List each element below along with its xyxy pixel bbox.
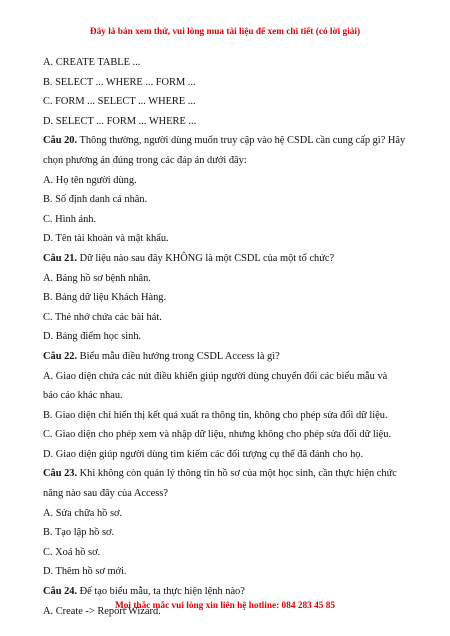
question-content [43,53,415,621]
question-text: Khi không còn quản lý thông tin hồ sơ của một học sinh, cần thực hiện chức năng nào sau đây của Access? [43,468,397,500]
hotline-notice: Mọi thắc mắc vui lòng xin liên hệ hotline: 084 283 45 85 [114,601,336,611]
option-line: D. Tên tài khoản và mật khẩu. [43,233,169,245]
question-text: Để tạo biểu mẫu, ta thực hiện lệnh nào? [77,586,245,598]
option-line: C. Giao diện cho phép xem và nhập dữ liệu, nhưng không cho phép sửa đổi dữ liệu. [43,429,392,441]
option-line: D. Thêm hồ sơ mới. [43,566,127,578]
option-line: D. SELECT ... FORM ... WHERE ... [43,115,197,127]
question-text: Thông thường, người dùng muốn truy cập vào hệ CSDL cần cung cấp gì? Hãy chọn phương án đúng trong các đáp án dưới đây: [43,135,406,166]
question-number: Câu 23. [43,468,78,480]
question-text: Dữ liệu nào sau đây KHÔNG là một CSDL của một tổ chức? [77,252,335,264]
option-line: C. Hình ảnh. [43,213,97,225]
option-line: D. Bảng điểm học sinh. [43,331,142,343]
option-line: C. FORM ... SELECT ... WHERE ... [43,96,196,108]
option-line: C. Thẻ nhớ chứa các bài hát. [43,311,162,323]
option-line: B. Số định danh cá nhân. [43,194,148,206]
question-22 [43,347,415,367]
option-line: B. Tạo lập hồ sơ. [43,527,115,539]
option-line: A. Sửa chữa hồ sơ. [43,507,123,519]
option-line: A. Bảng hồ sơ bệnh nhân. [43,272,151,284]
option-line: A. CREATE TABLE ... [43,57,141,68]
preview-notice: Đây là bản xem thử, vui lòng mua tài liệu để xem chi tiết (có lời giải) [89,27,361,37]
question-24 [43,582,415,602]
option-line: A. Giao diện chứa các nút điều khiển giúp người dùng chuyển đổi các biểu mẫu và [43,370,388,382]
question-number: Câu 24. [43,586,78,598]
question-20 [43,131,415,170]
option-line: B. Giao diện chỉ hiển thị kết quả xuất ra thông tin, không cho phép sửa đổi dữ liệu. [43,409,388,421]
option-line: D. Giao diện giúp người dùng tìm kiếm các đối tượng cụ thể đã đánh cho họ. [43,448,364,460]
option-line: A. Họ tên người dùng. [43,174,137,186]
question-number: Câu 20. [43,135,78,147]
question-number: Câu 22. [43,350,78,362]
option-line: B. Bảng dữ liệu Khách Hàng. [43,292,167,304]
option-line: báo cáo khác nhau. [43,390,123,402]
question-21 [43,249,415,269]
option-line: A. Create -> Report Wizard. [43,605,161,617]
option-line: C. Xoá hồ sơ. [43,546,101,558]
question-text: Biểu mẫu điều hướng trong CSDL Access là gì? [77,350,280,362]
question-23 [43,464,415,503]
question-number: Câu 21. [43,252,78,264]
option-line: B. SELECT ... WHERE ... FORM ... [43,76,196,88]
